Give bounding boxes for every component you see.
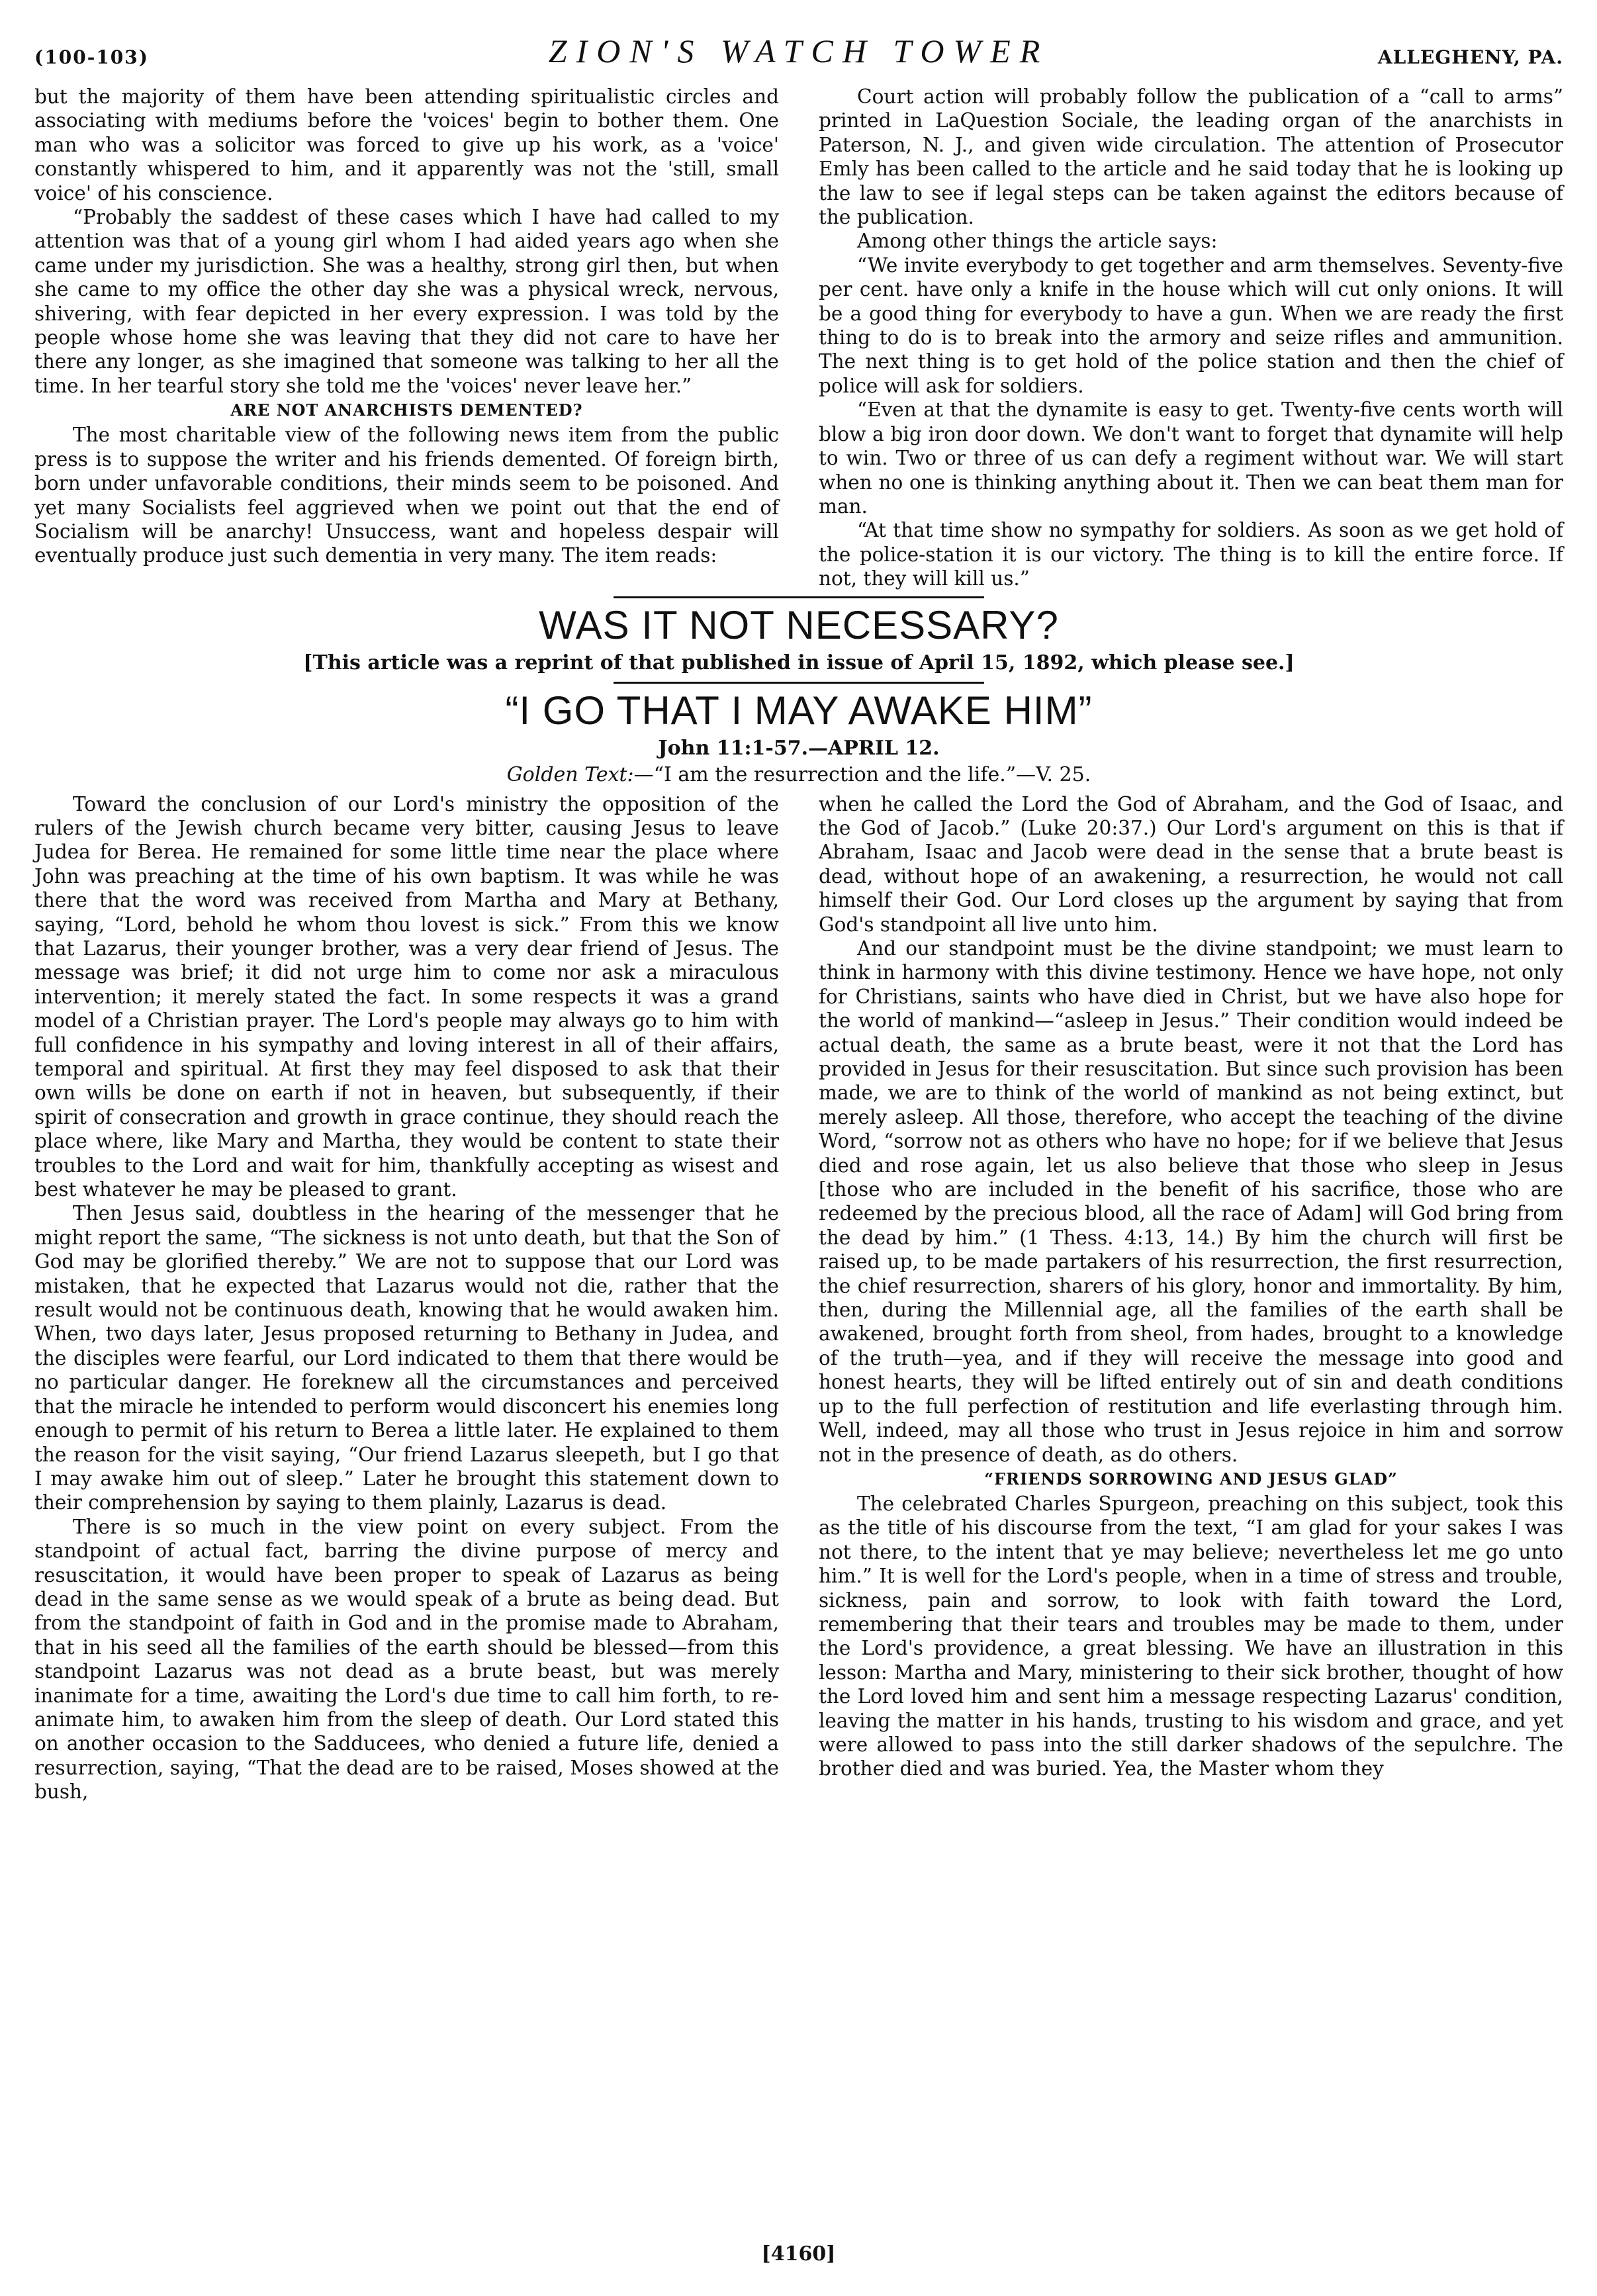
paragraph: “Probably the saddest of these cases which I have had called to my attention was that of a young girl whom I had aided years ago when she came under my jurisdiction. She was a healthy, strong girl then, but when she came to my office the other day she was a physical wreck, nervous, shivering, with fear depicted in her every expression. I was told by the people whose home she was leaving that they did not care to have her there any longer, as she imagined that someone was talking to her all the time. In her tearful story she told me the 'voices' never leave her.” (34, 206, 779, 397)
paragraph: Court action will probably follow the publication of a “call to arms” printed in LaQuestion Sociale, the leading organ of the anarchists in Paterson, N. J., and given wide circulation. The attention of Prosecutor Emly has been called to the article and he said today that he is looking up the law to see if legal steps can be taken against the editors because of the publication. (819, 85, 1563, 229)
top-columns (34, 85, 1563, 591)
article-note: [This article was a reprint of that published in issue of April 15, 1892, which please see.] (303, 651, 1295, 674)
article-title: “I GO THAT I MAY AWAKE HIM” (505, 688, 1093, 733)
location: ALLEGHENY, PA. (1377, 46, 1563, 68)
paragraph: Then Jesus said, doubtless in the hearing of the messenger that he might report the same, “The sickness is not unto death, but that the Son of God may be glorified thereby.” We are not to suppose that our Lord was mistaken, that he expected that Lazarus would not die, rather that the result would not be continuous death, knowing that he would awaken him. When, two days later, Jesus proposed returning to Bethany in Judea, and the disciples were fearful, our Lord indicated to them that there would be no particular danger. He foreknew all the circumstances and perceived that the miracle he intended to perform would disconcert his enemies long enough to permit of his return to Berea a little later. He explained to them the reason for the visit saying, “Our friend Lazarus sleepeth, but I go that I may awake him out of sleep.” Later he brought this statement down to their comprehension by saying to them plainly, Lazarus is dead. (34, 1202, 779, 1514)
golden-text-quote: —“I am the resurrection and the life.”—V. 25. (633, 762, 1091, 786)
page-range: (100-103) (34, 46, 150, 68)
paragraph: There is so much in the view point on every subject. From the standpoint of actual fact, barring the divine purpose of mercy and resuscitation, it would have been proper to speak of Lazarus as being dead in the same sense as we would speak of a brute as being dead. But from the standpoint of faith in God and in the promise made to Abraham, that in his seed all the families of the earth should be blessed—from this standpoint Lazarus was not dead as a brute beast, but was merely inanimate for a time, awaiting the Lord's due time to call him forth, to re-animate him, to awaken him from the sleep of death. Our Lord stated this on another occasion to the Sadducees, who denied a future life, denied a resurrection, saying, “That the dead are to be raised, Moses showed at the bush, (34, 1515, 779, 1804)
section-subhead: ARE NOT ANARCHISTS DEMENTED? (230, 400, 583, 420)
divider (614, 682, 984, 684)
paragraph: when he called the Lord the God of Abraham, and the God of Isaac, and the God of Jacob.” (Luke 20:37.) Our Lord's argument on this is that if Abraham, Isaac and Jacob were dead in the sense that a brute beast is dead, without hope of an awakening, a resurrection, he would not call himself their God. Our Lord closes up the argument by saying that from God's standpoint all live unto him. (819, 792, 1563, 936)
paragraph: Among other things the article says: (857, 230, 1218, 253)
scripture-reference: John 11:1-57.—APRIL 12. (658, 736, 940, 760)
paragraph: “At that time show no sympathy for soldiers. As soon as we get hold of the police-station it is our victory. The thing is to kill the entire force. If not, they will kill us.” (819, 519, 1563, 590)
bottom-right-column (819, 792, 1563, 1804)
top-left-column (34, 85, 779, 591)
running-header (34, 32, 1563, 85)
paragraph: “Even at that the dynamite is easy to get. Twenty-five cents worth will blow a big iron door down. We don't want to forget that dynamite will help to win. Two or three of us can defy a regiment without war. We will start when no one is thinking anything about it. Then we can beat them man for man. (819, 398, 1563, 518)
bottom-left-column (34, 792, 779, 1804)
page (34, 32, 1563, 1804)
paragraph: The celebrated Charles Spurgeon, preaching on this subject, took this as the title of his discourse from the text, “I am glad for your sakes I was not there, to the intent that ye may believe; nevertheless let me go unto him.” It is well for the Lord's people, when in a time of stress and trouble, sickness, pain and sorrow, to look with faith toward the Lord, remembering that their tears and troubles may be made to them, under the Lord's providence, a great blessing. We have an illustration in this lesson: Martha and Mary, ministering to their sick brother, thought of how the Lord loved him and sent him a message respecting Lazarus' condition, leaving the matter in his hands, trusting to his wisdom and grace, and yet were allowed to pass into the still darker shadows of the sepulchre. The brother died and was buried. Yea, the Master whom they (819, 1492, 1563, 1780)
page-number: [4160] (761, 2242, 836, 2266)
top-right-column (819, 85, 1563, 591)
paragraph: Toward the conclusion of our Lord's ministry the opposition of the rulers of the Jewish church became very bitter, causing Jesus to leave Judea for Berea. He remained for some little time near the place where John was preaching at the time of his own baptism. It was while he was there that the word was received from Martha and Mary at Bethany, saying, “Lord, behold he whom thou lovest is sick.” From this we know that Lazarus, their younger brother, was a very dear friend of Jesus. The message was brief; it did not urge him to come nor ask a miraculous intervention; it merely stated the fact. In some respects it was a grand model of a Christian prayer. The Lord's people may always go to him with full confidence in his sympathy and loving interest in all of their affairs, temporal and spiritual. At first they may feel disposed to ask that their own wills be done on earth if not in heaven, but subsequently, if their spirit of consecration and growth in grace continue, they should reach the place where, like Mary and Martha, they would be content to state their troubles to the Lord and wait for him, thankfully accepting as wisest and best whatever he may be pleased to grant. (34, 792, 779, 1201)
section-subhead: “FRIENDS SORROWING AND JESUS GLAD” (984, 1469, 1398, 1489)
paragraph: And our standpoint must be the divine standpoint; we must learn to think in harmony with this divine testimony. Hence we have hope, not only for Christians, saints who have died in Christ, but we have also hope for the world of mankind—“asleep in Jesus.” Their condition would indeed be actual death, the same as a brute beast, were it not that the Lord has provided in Jesus for their resuscitation. But since such provision has been made, we are to think of the world of mankind as not being extinct, but merely asleep. All those, therefore, who accept the teaching of the divine Word, “sorrow not as others who have no hope; for if we believe that Jesus died and rose again, let us also believe that those who sleep in Jesus [those who are included in the benefit of his sacrifice, those who are redeemed by the precious blood, all the race of Adam] will God bring from the dead by him.” (1 Thess. 4:13, 14.) By him the church will first be raised up, to be made partakers of his resurrection, the first resurrection, the chief resurrection, sharers of his glory, honor and immortality. By him, then, during the Millennial age, all the families of the earth shall be awakened, brought forth from sheol, from hades, brought to a knowledge of the truth—yea, and if they will receive the message into good and honest hearts, they will be lifted entirely out of sin and death conditions up to the full perfection of restitution and life everlasting through him. Well, indeed, may all those who trust in Jesus rejoice in him and sorrow not in the presence of death, as do others. (819, 937, 1563, 1466)
paragraph: The most charitable view of the following news item from the public press is to suppose the writer and his friends demented. Of foreign birth, born under unfavorable conditions, their minds seem to be poisoned. And yet many Socialists feel aggrieved when we point out that the end of Socialism will be anarchy! Unsuccess, want and hopeless despair will eventually produce just such dementia in very many. The item reads: (34, 424, 779, 567)
golden-text-label: Golden Text: (506, 762, 634, 786)
article-title: WAS IT NOT NECESSARY? (539, 602, 1059, 647)
golden-text (34, 762, 1563, 788)
journal-title: ZION'S WATCH TOWER (548, 32, 1050, 69)
divider (614, 596, 984, 598)
paragraph: “We invite everybody to get together and arm themselves. Seventy-five per cent. have only a knife in the house which will cut only onions. It will be a good thing for everybody to have a gun. When we are ready the first thing to do is to break into the armory and seize rifles and ammunition. The next thing is to get hold of the police station and then the chief of police will ask for soldiers. (819, 253, 1563, 397)
paragraph: but the majority of them have been attending spiritualistic circles and associating with mediums before the 'voices' begin to bother them. One man who was a solicitor was forced to give up his work, as a 'voice' constantly whispered to him, and it apparently was not the 'still, small voice' of his conscience. (34, 85, 779, 205)
bottom-columns (34, 792, 1563, 1804)
